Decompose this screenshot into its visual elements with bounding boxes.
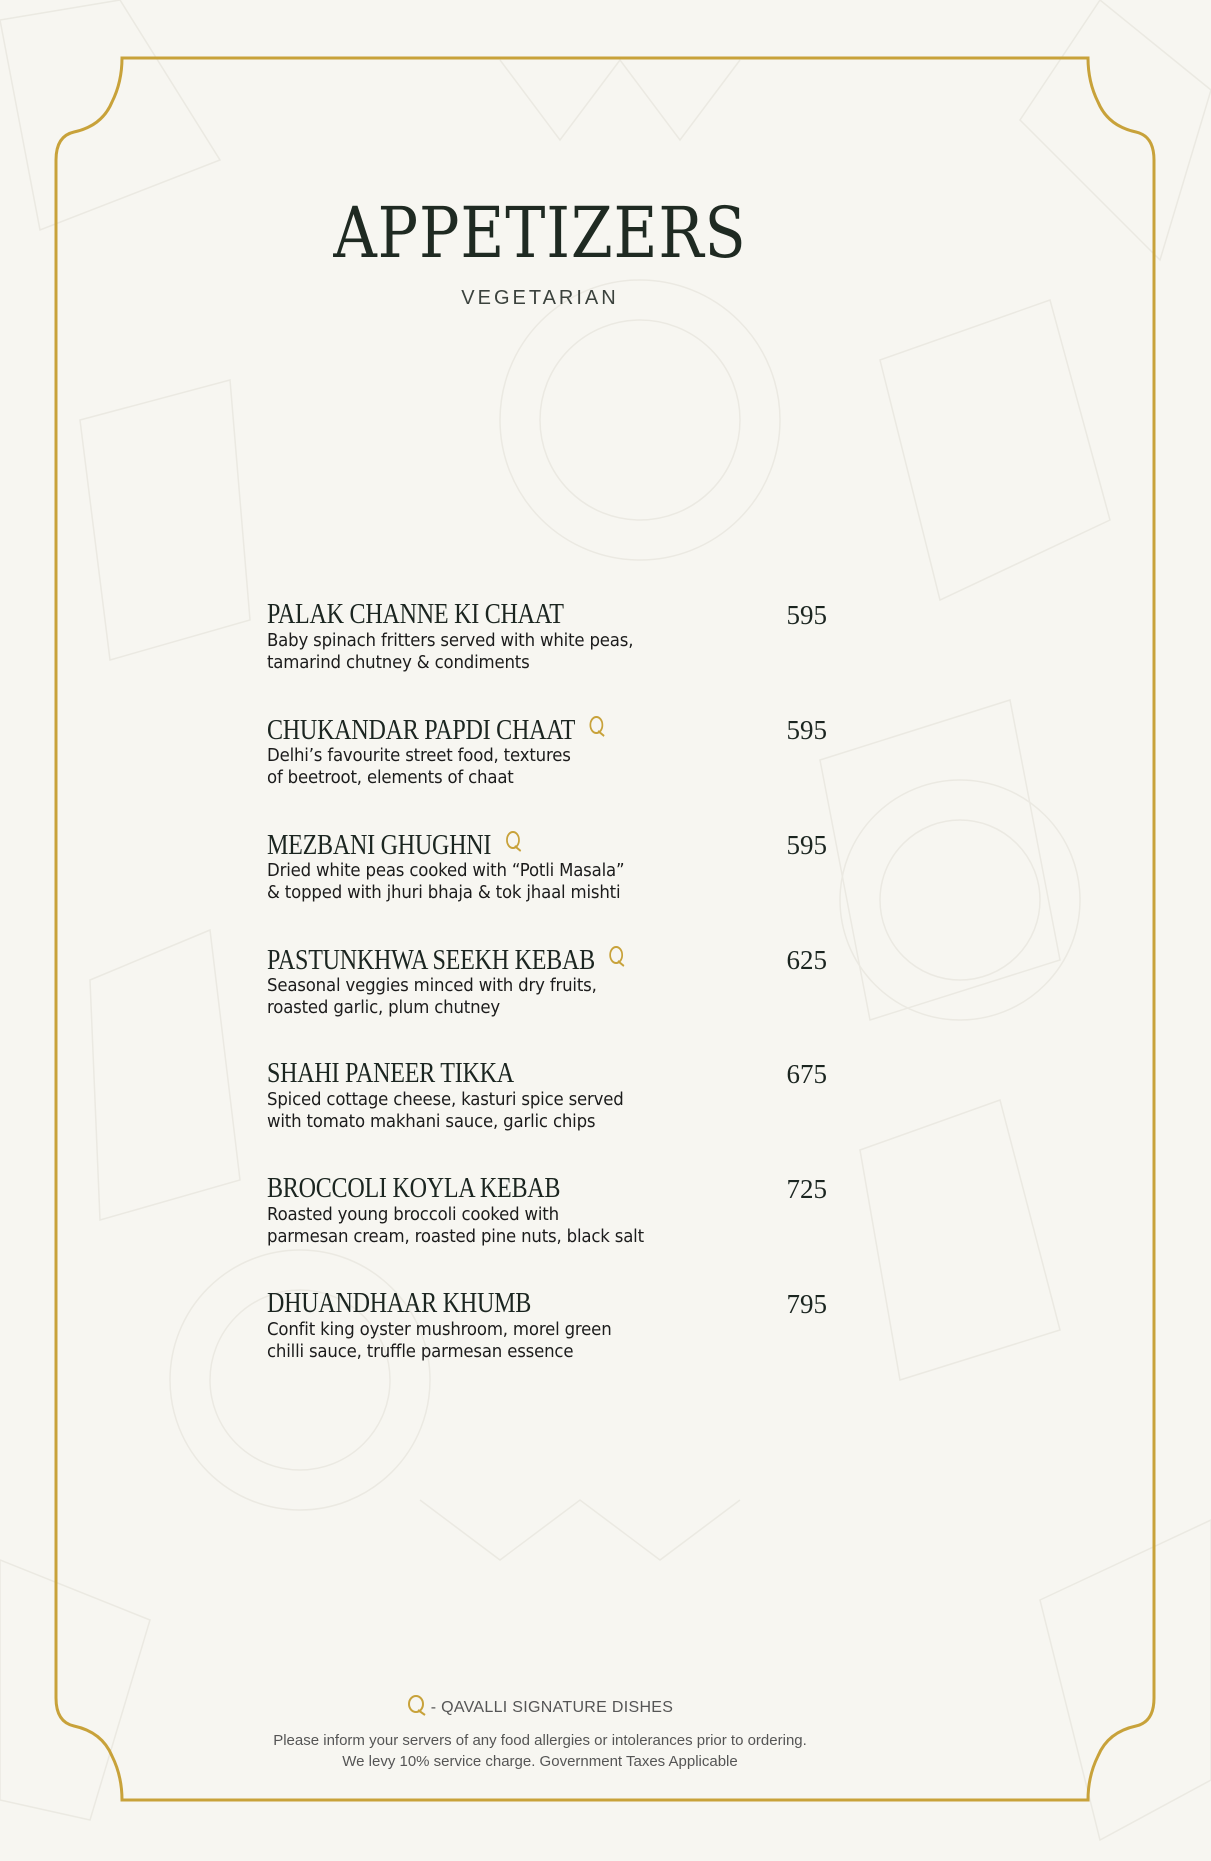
item-description: Seasonal veggies minced with dry fruits, roasted garlic, plum chutney [267,975,597,1018]
item-description: Spiced cottage cheese, kasturi spice served with tomato makhani sauce, garlic chips [267,1089,624,1132]
menu-item [267,1059,827,1149]
item-price: 595 [786,600,827,630]
page-subtitle: VEGETARIAN [461,287,619,309]
q-signature-icon [407,1694,427,1716]
item-name: DHUANDHAAR KHUMB [267,1288,532,1319]
item-name: BROCCOLI KOYLA KEBAB [267,1173,561,1204]
item-description: Baby spinach fritters served with white peas, tamarind chutney & condiments [267,630,634,673]
q-signature-icon [505,830,522,852]
page-title: APPETIZERS [333,192,747,274]
item-price: 595 [786,715,827,745]
item-name: CHUKANDAR PAPDI CHAAT [267,715,606,746]
service-charge-note: We levy 10% service charge. Government Taxes Applicable [342,1753,738,1770]
menu-item [267,715,827,805]
menu-item [267,830,827,920]
item-name: MEZBANI GHUGHNI [267,830,522,861]
menu-item [267,945,827,1035]
item-price: 725 [786,1174,827,1204]
q-signature-icon [609,945,626,967]
item-price: 675 [786,1059,827,1089]
item-name: SHAHI PANEER TIKKA [267,1058,514,1089]
item-name: PASTUNKHWA SEEKH KEBAB [267,945,626,976]
item-price: 795 [786,1289,827,1319]
item-name: PALAK CHANNE KI CHAAT [267,599,564,630]
item-description: Delhi’s favourite street food, textures of beetroot, elements of chaat [267,745,571,788]
legend-text: - QAVALLI SIGNATURE DISHES [430,1699,674,1716]
signature-legend [0,1694,1080,1717]
item-price: 625 [786,945,827,975]
menu-item [267,1289,827,1379]
menu-item [267,1174,827,1264]
item-description: Confit king oyster mushroom, morel green chilli sauce, truffle parmesan essence [267,1319,612,1362]
item-description: Roasted young broccoli cooked with parmesan cream, roasted pine nuts, black salt [267,1204,644,1247]
allergy-note: Please inform your servers of any food allergies or intolerances prior to ordering. [273,1732,807,1749]
item-description: Dried white peas cooked with “Potli Masala” & topped with jhuri bhaja & tok jhaal mishti [267,860,625,903]
menu-item [267,600,827,690]
item-price: 595 [786,830,827,860]
footer-notes [0,1730,1080,1772]
q-signature-icon [589,715,606,737]
